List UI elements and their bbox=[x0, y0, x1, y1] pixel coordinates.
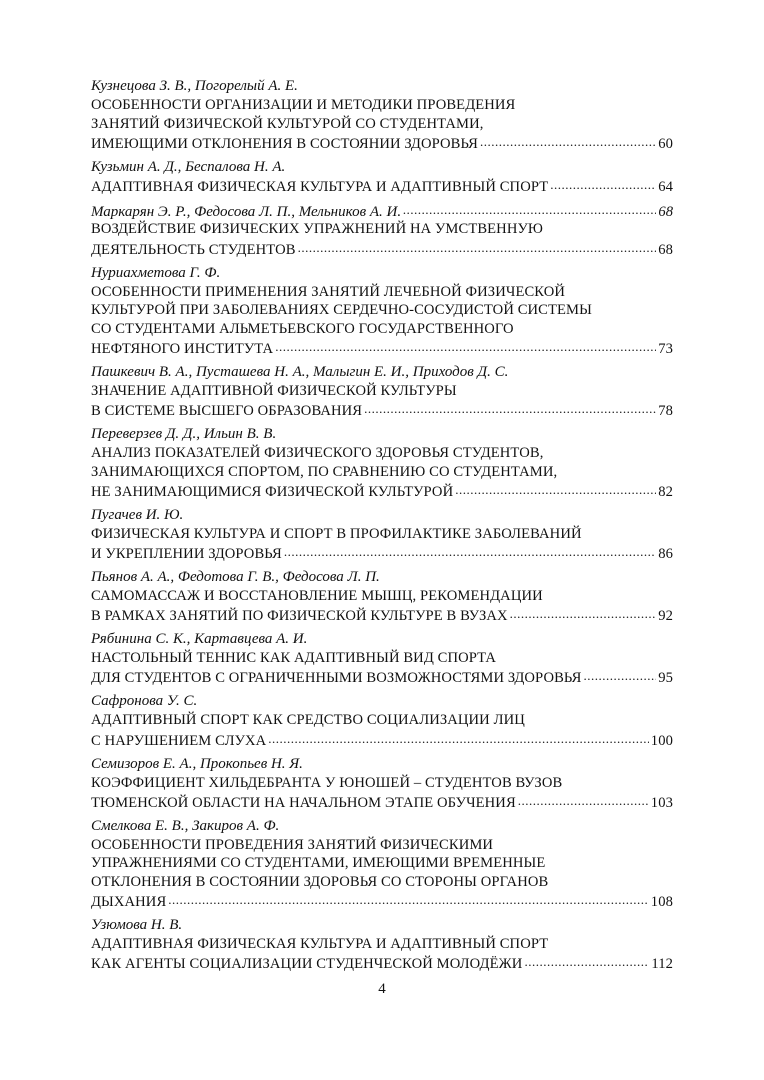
entry-page-number: 64 bbox=[658, 179, 673, 196]
entry-title-line: НАСТОЛЬНЫЙ ТЕННИС КАК АДАПТИВНЫЙ ВИД СПОРТА bbox=[91, 650, 497, 667]
leader-dots bbox=[275, 338, 656, 353]
entry-title-line: СО СТУДЕНТАМИ АЛЬМЕТЬЕВСКОГО ГОСУДАРСТВЕННОГО bbox=[91, 320, 514, 337]
entry-title-text: АДАПТИВНАЯ ФИЗИЧЕСКАЯ КУЛЬТУРА И АДАПТИВНЫЙ СПОРТ bbox=[91, 179, 549, 196]
entry-authors-page-number: 68 bbox=[658, 204, 673, 221]
entry-title-last-line[interactable] bbox=[91, 892, 673, 911]
entry-title-last-line[interactable] bbox=[91, 481, 673, 500]
entry-title-last-line[interactable] bbox=[91, 133, 673, 152]
entry-authors bbox=[91, 201, 673, 220]
toc-entry bbox=[91, 916, 673, 972]
entry-authors: Сафронова У. С. bbox=[91, 693, 198, 710]
entry-title-line: ФИЗИЧЕСКАЯ КУЛЬТУРА И СПОРТ В ПРОФИЛАКТИКЕ ЗАБОЛЕВАНИЙ bbox=[91, 525, 582, 542]
entry-title-last-line[interactable] bbox=[91, 177, 673, 196]
entry-title-line: ОСОБЕННОСТИ ПРИМЕНЕНИЯ ЗАНЯТИЙ ЛЕЧЕБНОЙ ФИЗИЧЕСКОЙ bbox=[91, 283, 566, 300]
toc-entry bbox=[91, 425, 673, 500]
leader-dots bbox=[583, 668, 656, 683]
entry-page-number: 92 bbox=[658, 608, 673, 625]
entry-title-last-line[interactable] bbox=[91, 239, 673, 258]
leader-dots bbox=[480, 133, 656, 148]
toc-entry bbox=[91, 77, 673, 152]
entry-title-text: С НАРУШЕНИЕМ СЛУХА bbox=[91, 732, 267, 749]
entry-title-text: ИМЕЮЩИМИ ОТКЛОНЕНИЯ В СОСТОЯНИИ ЗДОРОВЬЯ bbox=[91, 135, 478, 152]
entry-title-text: ДЛЯ СТУДЕНТОВ С ОГРАНИЧЕННЫМИ ВОЗМОЖНОСТЯМИ ЗДОРОВЬЯ bbox=[91, 670, 582, 687]
entry-title-last-line[interactable] bbox=[91, 544, 673, 563]
entry-title-line: ВОЗДЕЙСТВИЕ ФИЗИЧЕСКИХ УПРАЖНЕНИЙ НА УМСТВЕННУЮ bbox=[91, 221, 543, 238]
leader-dots bbox=[268, 730, 649, 745]
toc-entry bbox=[91, 363, 673, 419]
toc-entry bbox=[91, 506, 673, 562]
entry-title-last-line[interactable] bbox=[91, 338, 673, 357]
entry-authors: Пьянов А. А., Федотова Г. В., Федосова Л. П. bbox=[91, 569, 380, 586]
entry-title-text: В СИСТЕМЕ ВЫСШЕГО ОБРАЗОВАНИЯ bbox=[91, 403, 363, 420]
entry-page-number: 86 bbox=[658, 546, 673, 563]
leader-dots bbox=[524, 954, 649, 969]
entry-authors: Пугачев И. Ю. bbox=[91, 506, 184, 523]
entry-title-text: НЕ ЗАНИМАЮЩИМИСЯ ФИЗИЧЕСКОЙ КУЛЬТУРОЙ bbox=[91, 483, 454, 500]
leader-dots bbox=[168, 892, 649, 907]
toc-entry bbox=[91, 158, 673, 196]
entry-title-line: ОТКЛОНЕНИЯ В СОСТОЯНИИ ЗДОРОВЬЯ СО СТОРОНЫ ОРГАНОВ bbox=[91, 874, 549, 891]
entry-title-line: ЗАНИМАЮЩИХСЯ СПОРТОМ, ПО СРАВНЕНИЮ СО СТУДЕНТАМИ, bbox=[91, 463, 558, 480]
entry-authors: Семизоров Е. А., Прокопьев Н. Я. bbox=[91, 755, 303, 772]
entry-title-text: И УКРЕПЛЕНИИ ЗДОРОВЬЯ bbox=[91, 546, 282, 563]
entry-title-line: САМОМАССАЖ И ВОССТАНОВЛЕНИЕ МЫШЦ, РЕКОМЕНДАЦИИ bbox=[91, 588, 543, 605]
entry-authors: Кузьмин А. Д., Беспалова Н. А. bbox=[91, 158, 286, 175]
toc-entry bbox=[91, 568, 673, 624]
entry-title-line: УПРАЖНЕНИЯМИ СО СТУДЕНТАМИ, ИМЕЮЩИМИ ВРЕМЕННЫЕ bbox=[91, 855, 546, 872]
entry-page-number: 73 bbox=[658, 340, 673, 357]
entry-title-last-line[interactable] bbox=[91, 606, 673, 625]
entry-title-line: ЗАНЯТИЙ ФИЗИЧЕСКОЙ КУЛЬТУРОЙ СО СТУДЕНТАМИ, bbox=[91, 115, 484, 132]
entry-title-line: АНАЛИЗ ПОКАЗАТЕЛЕЙ ФИЗИЧЕСКОГО ЗДОРОВЬЯ СТУДЕНТОВ, bbox=[91, 445, 544, 462]
leader-dots bbox=[518, 792, 649, 807]
entry-title-text: ДЫХАНИЯ bbox=[91, 894, 167, 911]
toc-entry bbox=[91, 264, 673, 357]
entry-title-line: КОЭФФИЦИЕНТ ХИЛЬДЕБРАНТА У ЮНОШЕЙ – СТУДЕНТОВ ВУЗОВ bbox=[91, 774, 563, 791]
toc-entry bbox=[91, 201, 673, 257]
entry-title-line: АДАПТИВНЫЙ СПОРТ КАК СРЕДСТВО СОЦИАЛИЗАЦИИ ЛИЦ bbox=[91, 712, 525, 729]
entry-title-text: ДЕЯТЕЛЬНОСТЬ СТУДЕНТОВ bbox=[91, 241, 296, 258]
entry-title-text: КАК АГЕНТЫ СОЦИАЛИЗАЦИИ СТУДЕНЧЕСКОЙ МОЛОДЁЖИ bbox=[91, 956, 523, 973]
toc-entry bbox=[91, 630, 673, 686]
entry-authors: Рябинина С. К., Картавцева А. И. bbox=[91, 631, 308, 648]
entry-authors: Переверзев Д. Д., Ильин В. В. bbox=[91, 426, 277, 443]
entry-authors-text: Маркарян Э. Р., Федосова Л. П., Мельников А. И. bbox=[91, 204, 402, 221]
entry-page-number: 108 bbox=[650, 894, 673, 911]
entry-authors: Кузнецова З. В., Погорелый А. Е. bbox=[91, 78, 298, 94]
leader-dots bbox=[510, 606, 657, 621]
entry-page-number: 78 bbox=[658, 403, 673, 420]
leader-dots bbox=[455, 481, 656, 496]
entry-page-number: 60 bbox=[658, 135, 673, 152]
leader-dots bbox=[298, 239, 657, 254]
leader-dots bbox=[550, 177, 656, 192]
entry-title-line: АДАПТИВНАЯ ФИЗИЧЕСКАЯ КУЛЬТУРА И АДАПТИВНЫЙ СПОРТ bbox=[91, 936, 549, 953]
page-number: 4 bbox=[378, 981, 386, 997]
entry-title-last-line[interactable] bbox=[91, 954, 673, 973]
entry-title-text: В РАМКАХ ЗАНЯТИЙ ПО ФИЗИЧЕСКОЙ КУЛЬТУРЕ В ВУЗАХ bbox=[91, 608, 508, 625]
entry-page-number: 82 bbox=[658, 483, 673, 500]
entry-title-line: ОСОБЕННОСТИ ПРОВЕДЕНИЯ ЗАНЯТИЙ ФИЗИЧЕСКИМИ bbox=[91, 836, 494, 853]
entry-title-last-line[interactable] bbox=[91, 401, 673, 420]
entry-title-last-line[interactable] bbox=[91, 792, 673, 811]
entry-authors: Пашкевич В. А., Пусташева Н. А., Малыгин Е. И., Приходов Д. С. bbox=[91, 363, 509, 380]
entry-page-number: 100 bbox=[650, 732, 673, 749]
entry-title-last-line[interactable] bbox=[91, 668, 673, 687]
toc-entry bbox=[91, 692, 673, 748]
toc-entry bbox=[91, 755, 673, 811]
entry-page-number: 112 bbox=[651, 956, 673, 973]
entry-title-text: НЕФТЯНОГО ИНСТИТУТА bbox=[91, 340, 274, 357]
leader-dots bbox=[284, 544, 656, 559]
entry-title-line: ОСОБЕННОСТИ ОРГАНИЗАЦИИ И МЕТОДИКИ ПРОВЕДЕНИЯ bbox=[91, 97, 516, 113]
entry-title-text: ТЮМЕНСКОЙ ОБЛАСТИ НА НАЧАЛЬНОМ ЭТАПЕ ОБУЧЕНИЯ bbox=[91, 794, 516, 811]
entry-authors: Нуриахметова Г. Ф. bbox=[91, 264, 221, 281]
entry-page-number: 103 bbox=[650, 794, 673, 811]
entry-title-last-line[interactable] bbox=[91, 730, 673, 749]
leader-dots bbox=[364, 401, 656, 416]
leader-dots bbox=[403, 201, 656, 216]
entry-authors: Узюмова Н. В. bbox=[91, 917, 183, 934]
toc-entry bbox=[91, 817, 673, 910]
entry-authors: Смелкова Е. В., Закиров А. Ф. bbox=[91, 817, 280, 834]
entry-title-line: ЗНАЧЕНИЕ АДАПТИВНОЙ ФИЗИЧЕСКОЙ КУЛЬТУРЫ bbox=[91, 382, 457, 399]
entry-page-number: 68 bbox=[658, 241, 673, 258]
table-of-contents bbox=[91, 77, 673, 978]
entry-title-line: КУЛЬТУРОЙ ПРИ ЗАБОЛЕВАНИЯХ СЕРДЕЧНО-СОСУДИСТОЙ СИСТЕМЫ bbox=[91, 302, 592, 319]
entry-page-number: 95 bbox=[658, 670, 673, 687]
